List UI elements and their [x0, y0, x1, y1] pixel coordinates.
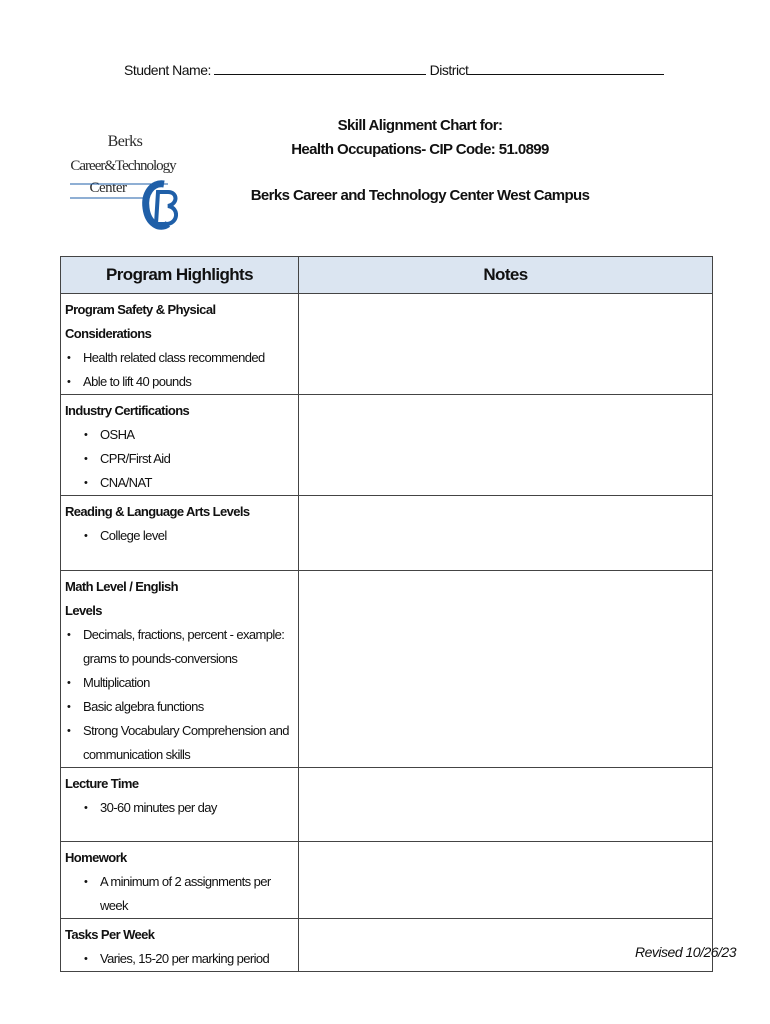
table-row	[61, 496, 713, 571]
revised-date: Revised 10/26/23	[635, 944, 736, 960]
list-item: • A minimum of 2 assignments per week	[65, 870, 298, 918]
notes-header: Notes	[299, 257, 713, 294]
list-item: • OSHA	[65, 423, 298, 447]
section-title: Industry Certifications	[65, 403, 190, 418]
homework-cell	[61, 842, 299, 919]
list-item: • Health related class recommended	[65, 346, 298, 370]
table-row	[61, 571, 713, 768]
notes-cell[interactable]	[299, 571, 713, 768]
section-title: Math Level / English	[65, 579, 178, 594]
table-header-row	[61, 257, 713, 294]
industry-certifications-cell	[61, 395, 299, 496]
section-title: Homework	[65, 850, 127, 865]
notes-cell[interactable]	[299, 842, 713, 919]
notes-cell[interactable]	[299, 496, 713, 571]
table-row	[61, 395, 713, 496]
logo-line-center: Center	[89, 180, 127, 196]
chart-title-line1: Skill Alignment Chart for:	[337, 117, 503, 134]
list-item: • Strong Vocabulary Comprehension and communication skills	[65, 719, 298, 767]
skill-alignment-table	[60, 256, 713, 972]
notes-cell[interactable]	[299, 294, 713, 395]
list-item: • Able to lift 40 pounds	[65, 370, 298, 394]
table-row	[61, 294, 713, 395]
list-item: • Varies, 15-20 per marking period	[65, 947, 298, 971]
list-item: • Multiplication	[65, 671, 298, 695]
logo-line-career: Career&Technology	[70, 158, 176, 174]
student-name-field[interactable]	[214, 62, 426, 75]
notes-cell[interactable]	[299, 395, 713, 496]
program-safety-cell	[61, 294, 299, 395]
list-item: • College level	[65, 524, 298, 548]
list-item: • CPR/First Aid	[65, 447, 298, 471]
list-item: • CNA/NAT	[65, 471, 298, 495]
section-title: Reading & Language Arts Levels	[65, 504, 250, 519]
section-title-continued: Levels	[65, 603, 102, 618]
tasks-per-week-cell	[61, 919, 299, 972]
district-field[interactable]	[468, 62, 664, 75]
list-item: • 30-60 minutes per day	[65, 796, 298, 820]
section-title: Lecture Time	[65, 776, 139, 791]
student-info-line	[124, 62, 664, 78]
student-name-label: Student Name:	[124, 62, 211, 78]
logo-line-berks: Berks	[107, 133, 143, 150]
section-title: Program Safety & Physical Considerations	[65, 302, 216, 341]
table-row	[61, 919, 713, 972]
lecture-time-cell	[61, 768, 299, 842]
chart-title-line2: Health Occupations- CIP Code: 51.0899	[291, 141, 549, 158]
campus-name: Berks Career and Technology Center West Campus	[250, 187, 590, 204]
reading-language-cell	[61, 496, 299, 571]
title-block	[240, 114, 600, 208]
berks-ctc-logo	[68, 132, 178, 232]
district-label: District	[429, 62, 469, 78]
table-row	[61, 842, 713, 919]
notes-cell[interactable]	[299, 768, 713, 842]
program-highlights-header: Program Highlights	[61, 257, 299, 294]
list-item: • Decimals, fractions, percent - example: grams to pounds-conversions	[65, 623, 298, 671]
math-english-cell	[61, 571, 299, 768]
list-item: • Basic algebra functions	[65, 695, 298, 719]
section-title: Tasks Per Week	[65, 927, 155, 942]
table-row	[61, 768, 713, 842]
